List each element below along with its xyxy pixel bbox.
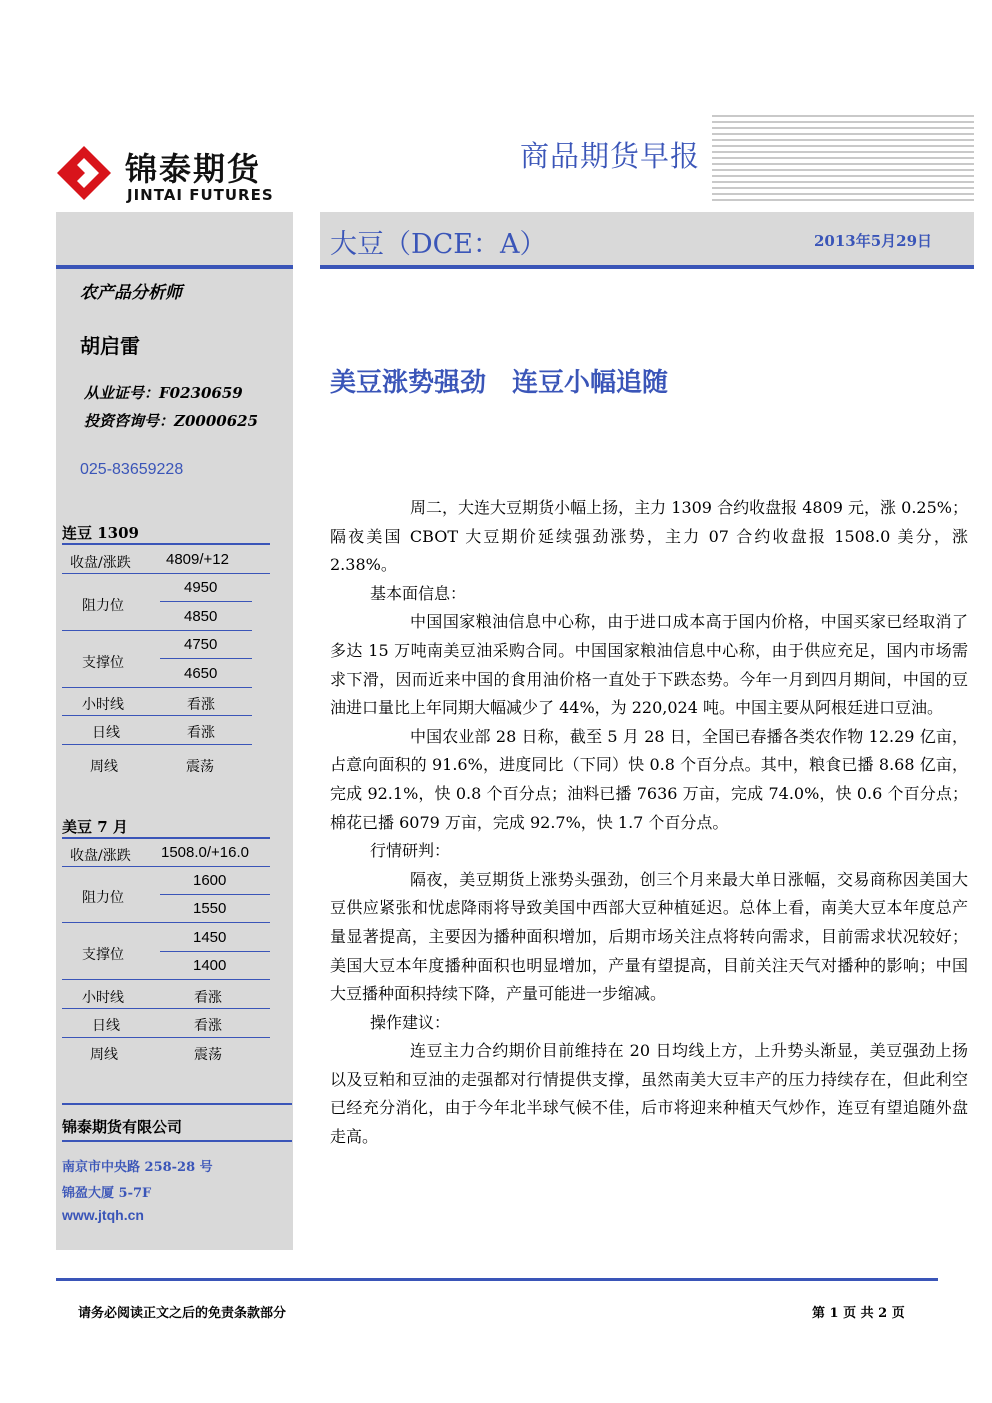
- table-title: 连豆 1309: [62, 524, 139, 542]
- row-divider: [62, 573, 270, 574]
- weekly-label: 周线: [90, 759, 118, 775]
- row-divider: [160, 601, 252, 602]
- paragraph-fundamentals-2: 中国农业部 28 日称，截至 5 月 28 日，全国已春播各类农作物 12.29 亿亩，占意向面积的 91.6%，进度同比（下同）快 0.8 个百分点。其中，粮食已播 8.68 亿亩，完成 92.1%，快 0.8 个百分点；油料已播 7636 万亩，完成 74.0%，快 0.6 个百分点；棉花已播 6079 万亩，完成 92.7%，快 1.7 个百分点。: [330, 726, 968, 832]
- company-website-link[interactable]: www.jtqh.cn: [62, 1207, 144, 1223]
- support-value: 1450: [193, 929, 227, 946]
- analyst-phone: 025-83659228: [80, 461, 184, 478]
- row-divider: [62, 687, 252, 688]
- report-date: 2013年5月29日: [814, 232, 933, 250]
- table-rule: [62, 543, 270, 545]
- company-address-line-2: 锦盈大厦 5-7F: [62, 1186, 152, 1201]
- resistance-value: 4950: [184, 579, 218, 596]
- analyst-consult-license: 投资咨询号：Z0000625: [84, 412, 259, 430]
- section-heading-fundamentals: 基本面信息：: [370, 583, 467, 603]
- close-label: 收盘/涨跌: [70, 555, 131, 571]
- weekly-value: 震荡: [194, 1047, 222, 1063]
- paragraph-advice: 连豆主力合约期价目前维持在 20 日均线上方，上升势头渐显，美豆强劲上扬以及豆粕和豆油的走强都对行情提供支撑，虽然南美大豆丰产的压力持续存在，但此利空已经充分消化，由于今年北半球气候不佳，后市将迎来种植天气炒作，连豆有望追随外盘走高。: [330, 1041, 968, 1147]
- support-value: 4650: [184, 665, 218, 682]
- jintai-logo-icon: [55, 144, 113, 202]
- report-body: [330, 494, 968, 1152]
- page-number: 第 1 页 共 2 页: [812, 1306, 905, 1321]
- row-divider: [160, 658, 252, 659]
- analyst-role: 农产品分析师: [80, 283, 182, 303]
- hourly-value: 看涨: [187, 697, 215, 713]
- resistance-label: 阻力位: [82, 598, 124, 614]
- close-value: 4809/+12: [166, 551, 229, 568]
- company-name: 锦泰期货有限公司: [62, 1118, 183, 1136]
- support-value: 1400: [193, 957, 227, 974]
- row-divider: [62, 1037, 270, 1038]
- row-divider: [62, 979, 270, 980]
- daily-value: 看涨: [187, 725, 215, 741]
- row-divider: [62, 715, 252, 716]
- weekly-value: 震荡: [186, 759, 214, 775]
- report-title: 商品期货早报: [520, 139, 701, 173]
- support-label: 支撑位: [82, 947, 124, 963]
- footer-rule: [56, 1278, 938, 1281]
- company-address-line-1: 南京市中央路 258-28 号: [62, 1160, 213, 1175]
- topic-rule: [320, 265, 974, 269]
- support-label: 支撑位: [82, 655, 124, 671]
- daily-value: 看涨: [194, 1018, 222, 1034]
- resistance-label: 阻力位: [82, 890, 124, 906]
- paragraph-summary: 周二，大连大豆期货小幅上扬，主力 1309 合约收盘报 4809 元，涨 0.25%；隔夜美国 CBOT 大豆期价延续强劲涨势，主力 07 合约收盘报 1508.0 美分，涨 2.38%。: [330, 498, 968, 575]
- row-divider: [62, 744, 252, 745]
- headline: 美豆涨势强劲 连豆小幅追随: [330, 368, 669, 398]
- weekly-label: 周线: [90, 1047, 118, 1063]
- section-divider: [62, 1140, 292, 1142]
- row-divider: [62, 922, 270, 923]
- topic-title: 大豆（DCE：A）: [330, 229, 547, 260]
- row-divider: [160, 894, 270, 895]
- table-rule: [62, 837, 270, 839]
- close-value: 1508.0/+16.0: [161, 844, 250, 861]
- company-logo: [55, 138, 295, 208]
- daily-label: 日线: [92, 1018, 120, 1034]
- logo-name-cn: 锦泰期货: [125, 150, 262, 188]
- hourly-label: 小时线: [82, 697, 124, 713]
- hourly-value: 看涨: [194, 990, 222, 1006]
- section-divider: [62, 1103, 292, 1105]
- support-value: 4750: [184, 636, 218, 653]
- daily-label: 日线: [92, 725, 120, 741]
- row-divider: [62, 866, 270, 867]
- paragraph-fundamentals-1: 中国国家粮油信息中心称，由于进口成本高于国内价格，中国买家已经取消了多达 15 万吨南美豆油采购合同。中国国家粮油信息中心称，由于供应充足，国内市场需求下滑，因而近来中国的食用油价格一直处于下跌态势。今年一月到四月期间，中国的豆油进口量比上年同期大幅减少了 44%，为 220,024 吨。中国主要从阿根廷进口豆油。: [330, 612, 968, 718]
- close-label: 收盘/涨跌: [70, 848, 131, 864]
- analyst-license: 从业证号：F0230659: [84, 384, 243, 402]
- resistance-value: 4850: [184, 608, 218, 625]
- resistance-value: 1550: [193, 900, 227, 917]
- row-divider: [160, 951, 270, 952]
- hourly-label: 小时线: [82, 990, 124, 1006]
- section-heading-advice: 操作建议：: [370, 1012, 451, 1032]
- table-title: 美豆 7 月: [62, 818, 128, 836]
- section-heading-market: 行情研判：: [370, 841, 451, 861]
- logo-name-en: JINTAI FUTURES: [127, 186, 274, 204]
- row-divider: [62, 630, 252, 631]
- analyst-name: 胡启雷: [80, 334, 140, 358]
- footer-disclaimer: 请务必阅读正文之后的免责条款部分: [78, 1306, 287, 1321]
- sidebar-rule: [56, 265, 293, 269]
- paragraph-market: 隔夜，美豆期货上涨势头强劲，创三个月来最大单日涨幅，交易商称因美国大豆供应紧张和忧虑降雨将导致美国中西部大豆种植延迟。总体上看，南美大豆本年度总产量显著提高，主要因为播种面积增加，后期市场关注点将转向需求，目前需求状况较好；美国大豆本年度播种面积也明显增加，产量有望提高，目前关注天气对播种的影响；中国大豆播种面积持续下降，产量可能进一步缩减。: [330, 869, 968, 1004]
- resistance-value: 1600: [193, 872, 227, 889]
- title-stripes: [712, 115, 974, 201]
- row-divider: [62, 1008, 270, 1009]
